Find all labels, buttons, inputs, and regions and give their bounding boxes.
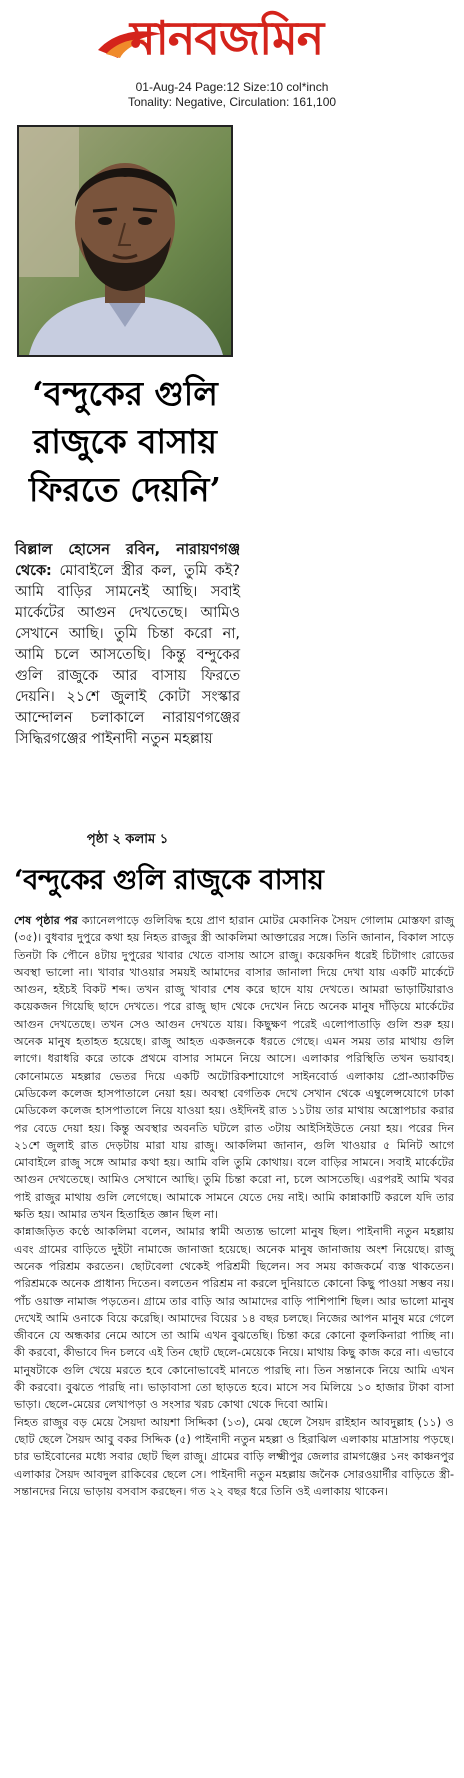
continuation-body [14,912,454,1500]
newspaper-logo: মানবজমিন [130,11,324,65]
portrait-image [19,127,231,355]
clipping-meta-line1: 01-Aug-24 Page:12 Size:10 col*inch [135,80,329,94]
paragraph: কান্নাজড়িত কণ্ঠে আকলিমা বলেন, আমার স্বামী অত্যন্ত ভালো মানুষ ছিল। পাইনাদী নতুন মহল্লায় এবং গ্রামের বাড়িতে দুইটা নামাজে জানাজা হয়েছে। অনেক মানুষ জানাজায় অংশ নিয়েছে। রাজু অনেক পরিশ্রম করতেন। ছোটবেলা থেকেই পরিশ্রমী ছিলেন। সব সময় কাজকর্মে ব্যস্ত থাকতেন। পরিশ্রমকে অনেক প্রাধান্য দিতেন। বলতেন পরিশ্রম না করলে দুনিয়াতে কোনো কিছু পাওয়া সম্ভব নয়। পাঁচ ওয়াক্ত নামাজ পড়তেন। গ্রামে তার বাড়ি আর আমাদের বাড়ি পাশিপাশি ছিল। আর ভালো মানুষ দেখেই আমি ওনাকে বিয়ে করেছি। আমাদের বিয়ের ১৪ বছর চলছে। নিজের আপন মানুষ মরে গেলে জীবনে যে অন্ধকার নেমে আসে তা আমি এখন বুঝতেছি। চিন্তা করে কোনো কূলকিনারা পাচ্ছি না। কী করবো, কীভাবে দিন চলবে এই তিন ছোট ছেলে-মেয়েকে নিয়ে। মাথায় কিছু কাজ করে না। এভাবে মানুষটাকে গুলি খেয়ে মরতে হবে কোনোভাবেই মানতে পারছি না। তিন সন্তানকে নিয়ে আমি এখন কী করবো। বুঝতে পারছি না। ভাড়াবাসা তো ছাড়তে হবে। মাসে সব মিলিয়ে ১০ হাজার টাকা বাসা ভাড়া। ছেলে-মেয়ের লেখাপড়া ও সংসার খরচ কোথা থেকে দিবো আমি। [14,1225,454,1412]
paragraph-text: ক্যানেলপাড়ে গুলিবিদ্ধ হয়ে প্রাণ হারান মোটর মেকানিক সৈয়দ গোলাম মোস্তফা রাজু (৩৫)। বুধবার দুপুরে কথা হয় নিহত রাজুর স্ত্রী আকলিমা আক্তারের সঙ্গে। তিনি জানান, বিকাল সাড়ে তিনটা কি পৌনে ৪টায় দুপুরের খাবার খেতে বাসায় আসে রাজু। কয়েকদিন ধরেই চিটাগাং রোডের অবস্থা ভালো না। খাবার খাওয়ার সময়ই আমাদের বাসার জানালা দিয়ে দেখা যায় একটি মার্কেটে আগুন, হইচই বিকট শব্দ। তখন রাজু খাবার শেষ করে ছাদে যায় দেখতে। আমরা ভাড়াটিয়ারাও কয়েকজন গিয়েছি ছাদে দেখতে। পরে রাজু ছাদ থেকে দেখেন নিচে অনেক মানুষ দাঁড়িয়ে মার্কেটের আগুন দেখতেছে। তখন সেও আগুন দেখতে যায়। কিছুক্ষণ পরেই এলোপাতাড়ি গুলি শুরু হয়। অনেক মানুষ হতাহত হয়েছে। রাজু আহত একজনকে ধরতে গেছে। এমন সময় তার মাথায় গুলি লাগে। ধরাধরি করে তাকে প্রথমে বাসার সামনে নিয়ে আসে। এলাকার পরিস্থিতি তখন ভয়াবহ। কোনোমতে মহল্লার ভেতর দিয়ে একটি অটোরিকশাযোগে সাইনবোর্ড এলাকায় প্রো-অ্যাকটিভ মেডিকেল কলেজ হাসপাতালে নেয়া হয়। অবস্থা বেগতিক দেখে সেখান থেকে এম্বুলেন্সযোগে ঢাকা মেডিকেল কলেজ হাসপাতালে নিয়ে যাওয়া হয়। ওইদিনই রাত ১১টায় তার মাথায় অস্ত্রোপচার করার পর বেডে দেয়া হয়। কিন্তু অবস্থার অবনতি ঘটলে রাত ৩টায় আইসিইউতে নেয়া হয়। পরের দিন ২১শে জুলাই রাত দেড়টায় মারা যায় রাজু। আকলিমা জানান, গুলি খাওয়ার ৫ মিনিট আগে মোবাইলে রাজু সঙ্গে আমার কথা হয়। আমি বলি তুমি কোথায়। বলে বাড়ির সামনে। সবাই মার্কেটের আগুন দেখতেছে। আমিও সেখানে আছি। তুমি চিন্তা করো না, চলে আসতেছি। এরপরই আমি খবর পাই রাজুর মাথায় গুলি লেগেছে। আমাকে সামনে যেতে দেয় নাই। আমি কান্নাকাটি করলে যদি তার ক্ষতি হয়। আমার তখন হিতাহিত জ্ঞান ছিল না। [14,914,454,1222]
paragraph: নিহত রাজুর বড় মেয়ে সৈয়দা আয়শা সিদ্দিকা (১৩), মেঝ ছেলে সৈয়দ রাইহান আবদুল্লাহ (১১) ও ছোট ছেলে সৈয়দ আবু বকর সিদ্দিক (৫) পাইনাদী নতুন মহল্লা ও হিরাঝিল এলাকায় মাদ্রাসায় পড়ছে। চার ভাইবোনের মধ্যে সবার ছোট ছিল রাজু। গ্রামের বাড়ি লক্ষ্মীপুর জেলার রামগঞ্জের ১নং কাঞ্চনপুর এলাকার সৈয়দ আবদুল রাকিবের ছেলে সে। পাইনাদী নতুন মহল্লায় জনৈক সোরওয়ার্দীর বাড়িতে স্ত্রী-সন্তানদের নিয়ে ভাড়ায় বসবাস করছেন। গত ২২ বছর ধরে তিনি ওই এলাকায় থাকেন। [14,1415,454,1498]
article-headline: ‘বন্দুকের গুলি রাজুকে বাসায় ফিরতে দেয়নি’ [28,374,221,509]
paragraph [14,912,454,1223]
article-lead-text: মোবাইলে স্ত্রীর কল, তুমি কই? আমি বাড়ির সামনেই আছি। সবাই মার্কেটের আগুন দেখতেছে। আমিও সেখানে আছি। তুমি চিন্তা করো না, আমি চলে আসতেছি। কিন্তু বন্দুকের গুলি রাজুকে আর বাসায় ফিরতে দেয়নি। ২১শে জুলাই কোটা সংস্কার আন্দোলন চলাকালে নারায়ণগঞ্জের সিদ্ধিরগঞ্জের পাইনাদী নতুন মহল্লায় [15,563,240,747]
masthead [0,6,464,72]
continued-label: শেষ পৃষ্ঠার পর [14,914,78,927]
clipping-meta-line2: Tonality: Negative, Circulation: 161,100 [127,95,337,109]
article-byline: বিল্লাল হোসেন রবিন, নারায়ণগঞ্জ থেকে: [15,542,240,579]
portrait-photo [17,125,233,357]
article-lead [15,540,240,750]
article-jump-line: পৃষ্ঠা ২ কলাম ১ [86,832,169,847]
continuation-headline: ‘বন্দুকের গুলি রাজুকে বাসায় [14,864,324,896]
